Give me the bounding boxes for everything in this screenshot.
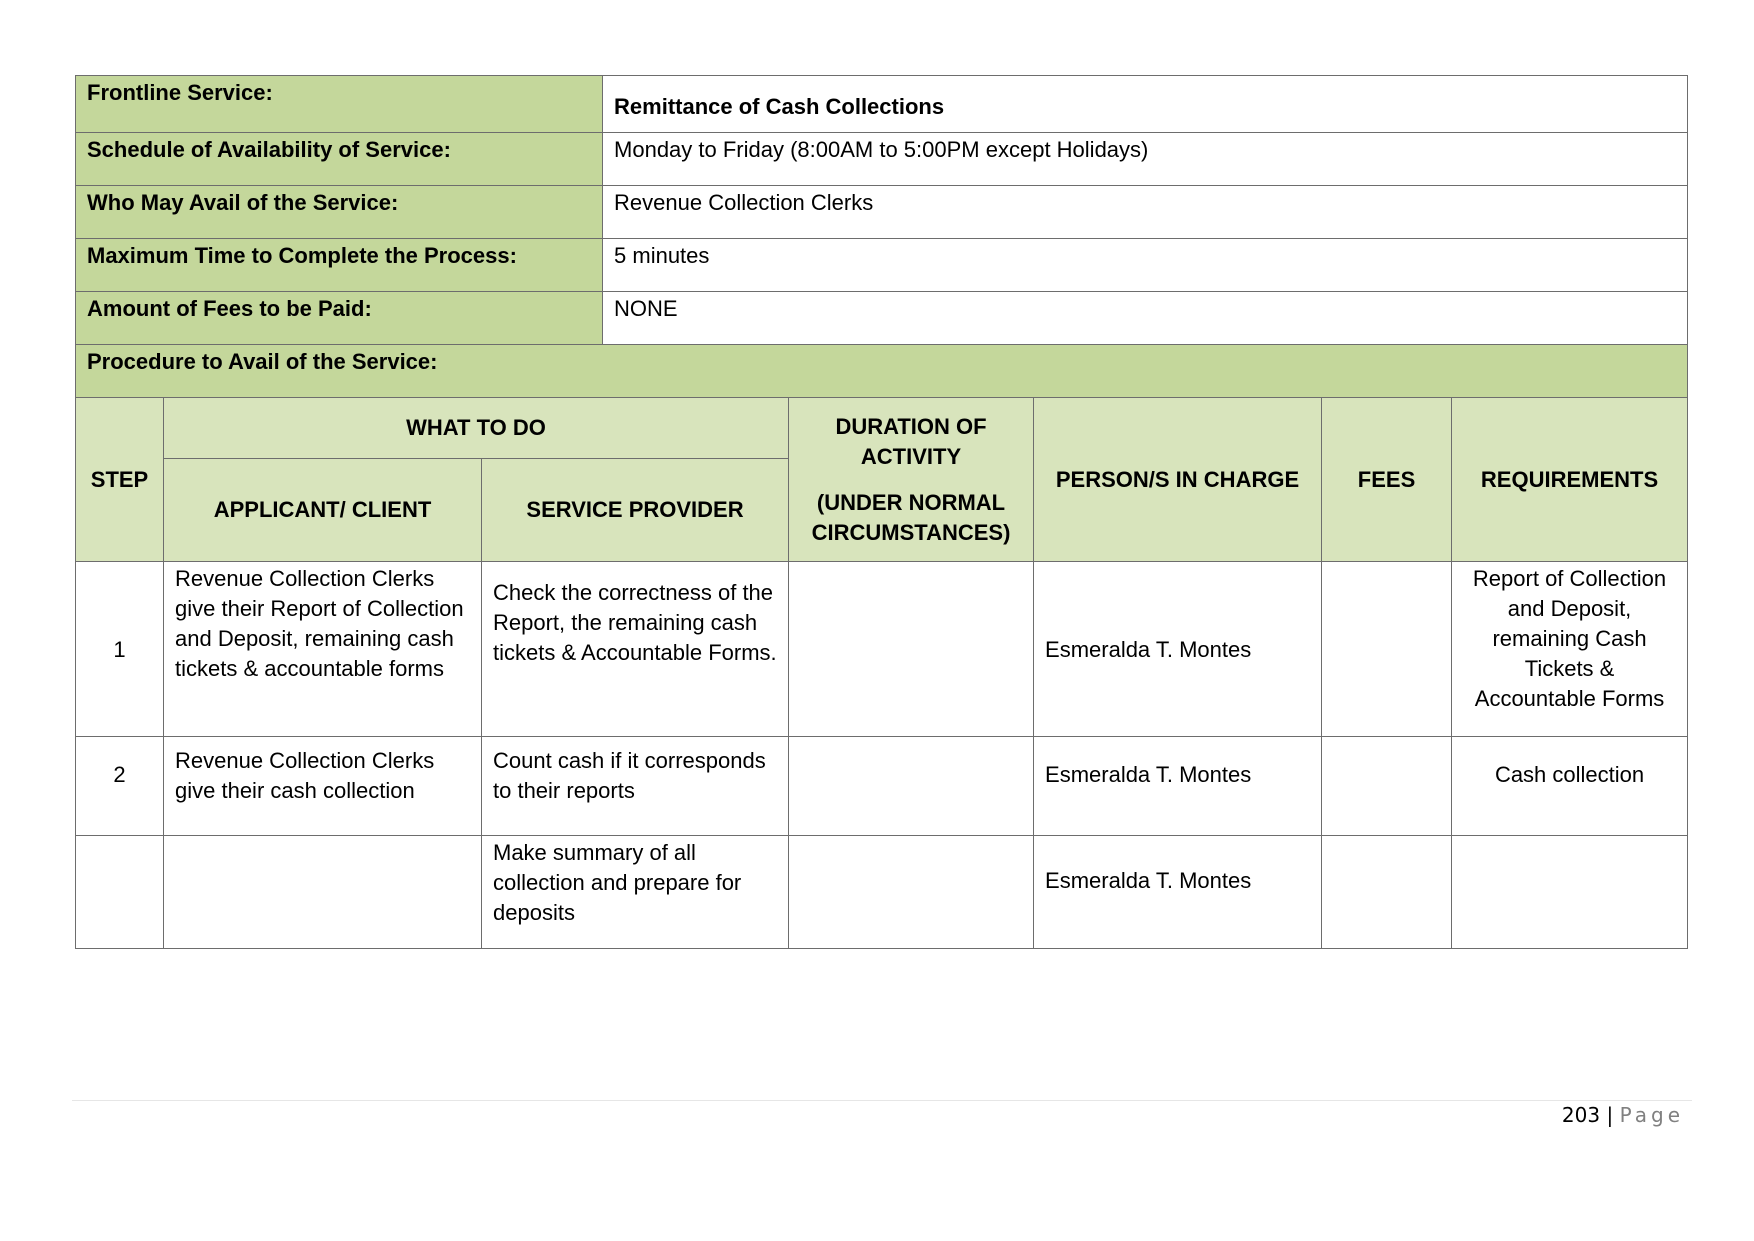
fees-cell: [1322, 836, 1452, 949]
provider-action: Check the correctness of the Report, the remaining cash tickets & Accountable Forms.: [482, 562, 789, 737]
requirements-cell: Report of Collection and Deposit, remaining Cash Tickets & Accountable Forms: [1452, 562, 1688, 737]
applicant-client-header: APPLICANT/ CLIENT: [164, 459, 482, 562]
who-may-avail-value: Revenue Collection Clerks: [603, 186, 1688, 239]
fees-value: NONE: [603, 292, 1688, 345]
citizens-charter-table: [75, 75, 1688, 949]
who-may-avail-row: [76, 186, 1688, 239]
provider-action: Count cash if it corresponds to their reports: [482, 737, 789, 836]
who-may-avail-label: Who May Avail of the Service:: [76, 186, 603, 239]
step-number: 2: [76, 737, 164, 836]
frontline-service-row: [76, 76, 1688, 133]
procedure-step-row: [76, 836, 1688, 949]
requirements-header: REQUIREMENTS: [1452, 398, 1688, 562]
schedule-row: [76, 133, 1688, 186]
page-number: 203: [1561, 1103, 1601, 1127]
page-word: Page: [1619, 1103, 1684, 1127]
person-in-charge: Esmeralda T. Montes: [1034, 562, 1322, 737]
max-time-row: [76, 239, 1688, 292]
fees-cell: [1322, 737, 1452, 836]
fees-row: [76, 292, 1688, 345]
applicant-action: Revenue Collection Clerks give their Report of Collection and Deposit, remaining cash tickets & accountable forms: [164, 562, 482, 737]
footer-divider: [72, 1100, 1692, 1101]
service-provider-header: SERVICE PROVIDER: [482, 459, 789, 562]
step-number: [76, 836, 164, 949]
requirements-cell: Cash collection: [1452, 737, 1688, 836]
fees-label: Amount of Fees to be Paid:: [76, 292, 603, 345]
duration-cell: [789, 562, 1034, 737]
procedure-step-row: [76, 562, 1688, 737]
what-to-do-header: WHAT TO DO: [164, 398, 789, 459]
duration-header: [789, 398, 1034, 562]
page-separator: |: [1606, 1103, 1614, 1127]
schedule-value: Monday to Friday (8:00AM to 5:00PM except Holidays): [603, 133, 1688, 186]
duration-cell: [789, 737, 1034, 836]
applicant-action: [164, 836, 482, 949]
max-time-value: 5 minutes: [603, 239, 1688, 292]
frontline-service-value: Remittance of Cash Collections: [603, 76, 1688, 133]
procedure-row: [76, 345, 1688, 398]
requirements-cell: [1452, 836, 1688, 949]
procedure-label: Procedure to Avail of the Service:: [76, 345, 1688, 398]
person-in-charge-header: PERSON/S IN CHARGE: [1034, 398, 1322, 562]
person-in-charge: Esmeralda T. Montes: [1034, 737, 1322, 836]
applicant-action: Revenue Collection Clerks give their cash collection: [164, 737, 482, 836]
step-number: 1: [76, 562, 164, 737]
fees-header: FEES: [1322, 398, 1452, 562]
frontline-service-label: Frontline Service:: [76, 76, 603, 133]
provider-action: Make summary of all collection and prepare for deposits: [482, 836, 789, 949]
max-time-label: Maximum Time to Complete the Process:: [76, 239, 603, 292]
page-footer: [1562, 1103, 1684, 1127]
schedule-label: Schedule of Availability of Service:: [76, 133, 603, 186]
duration-header-line-2: (UNDER NORMAL CIRCUMSTANCES): [811, 489, 1011, 545]
fees-cell: [1322, 562, 1452, 737]
step-header: STEP: [76, 398, 164, 562]
header-row-1: [76, 398, 1688, 459]
duration-header-line-1: DURATION OF ACTIVITY: [835, 413, 987, 469]
duration-cell: [789, 836, 1034, 949]
procedure-step-row: [76, 737, 1688, 836]
person-in-charge: Esmeralda T. Montes: [1034, 836, 1322, 949]
